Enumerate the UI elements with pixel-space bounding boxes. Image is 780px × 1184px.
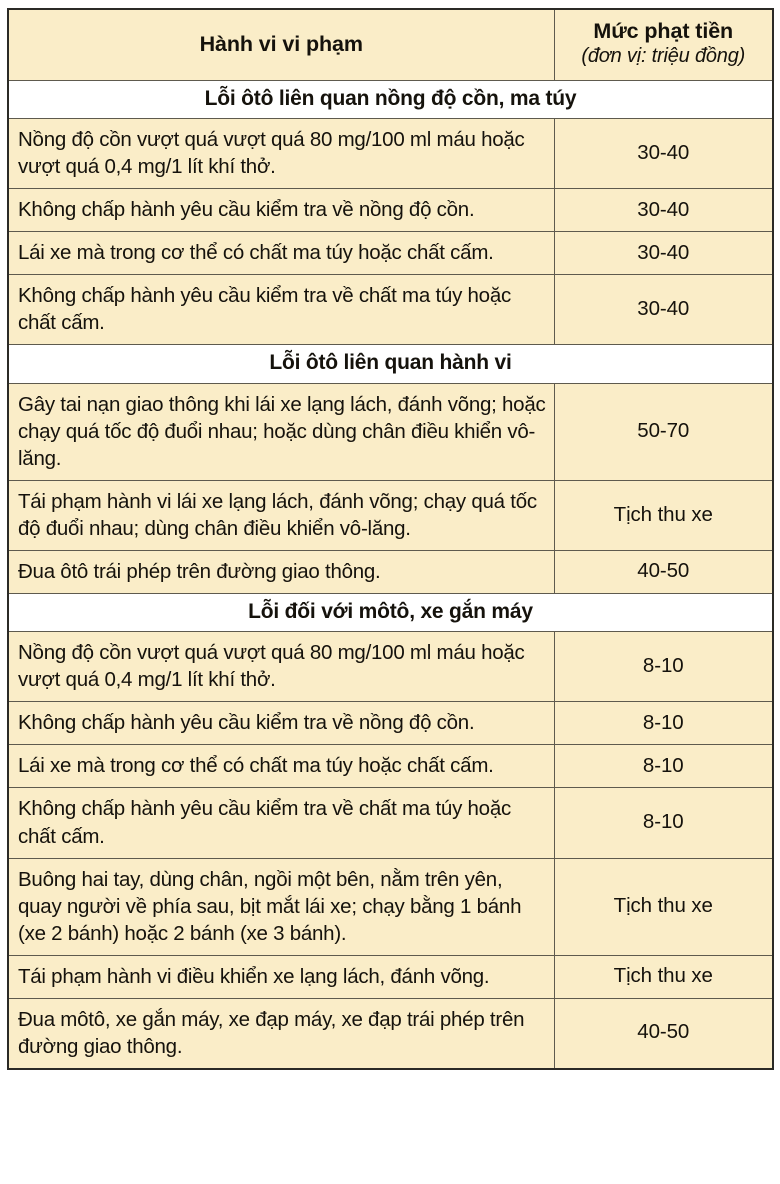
violation-description: Nồng độ cồn vượt quá vượt quá 80 mg/100 ml máu hoặc vượt quá 0,4 mg/1 lít khí thở. <box>8 119 554 189</box>
table-row <box>8 858 773 955</box>
table-row <box>8 189 773 232</box>
fine-amount: 8-10 <box>554 745 773 788</box>
table-row <box>8 119 773 189</box>
fine-amount: 30-40 <box>554 232 773 275</box>
violation-description: Lái xe mà trong cơ thể có chất ma túy hoặc chất cấm. <box>8 745 554 788</box>
fine-amount: 8-10 <box>554 788 773 858</box>
column-header-fine-main: Mức phạt tiền <box>593 19 734 43</box>
section-header-row <box>8 345 773 383</box>
violation-description: Tái phạm hành vi điều khiển xe lạng lách, đánh võng. <box>8 955 554 998</box>
fine-amount: 8-10 <box>554 702 773 745</box>
table-row <box>8 955 773 998</box>
section-title: Lỗi ôtô liên quan hành vi <box>8 345 773 383</box>
section-header-row <box>8 80 773 118</box>
penalty-table-body <box>8 9 773 1069</box>
table-row <box>8 788 773 858</box>
table-row <box>8 632 773 702</box>
fine-amount: 8-10 <box>554 632 773 702</box>
table-row <box>8 383 773 480</box>
violation-description: Buông hai tay, dùng chân, ngồi một bên, nằm trên yên, quay người về phía sau, bịt mắt lái xe; chạy bằng 1 bánh (xe 2 bánh) hoặc 2 bánh (xe 3 bánh). <box>8 858 554 955</box>
table-row <box>8 745 773 788</box>
column-header-behavior: Hành vi vi phạm <box>8 9 554 80</box>
violation-description: Không chấp hành yêu cầu kiểm tra về nồng độ cồn. <box>8 189 554 232</box>
section-title: Lỗi ôtô liên quan nồng độ cồn, ma túy <box>8 80 773 118</box>
violation-description: Đua ôtô trái phép trên đường giao thông. <box>8 550 554 593</box>
table-row <box>8 480 773 550</box>
column-header-fine <box>554 9 773 80</box>
violation-description: Tái phạm hành vi lái xe lạng lách, đánh võng; chạy quá tốc độ đuổi nhau; dùng chân điều khiển vô-lăng. <box>8 480 554 550</box>
violation-description: Đua môtô, xe gắn máy, xe đạp máy, xe đạp trái phép trên đường giao thông. <box>8 998 554 1069</box>
table-row <box>8 550 773 593</box>
violation-description: Lái xe mà trong cơ thể có chất ma túy hoặc chất cấm. <box>8 232 554 275</box>
violation-description: Không chấp hành yêu cầu kiểm tra về nồng độ cồn. <box>8 702 554 745</box>
fine-amount: Tịch thu xe <box>554 955 773 998</box>
table-row <box>8 998 773 1069</box>
table-row <box>8 275 773 345</box>
section-header-row <box>8 594 773 632</box>
fine-amount: 30-40 <box>554 119 773 189</box>
section-title: Lỗi đối với môtô, xe gắn máy <box>8 594 773 632</box>
fine-amount: 30-40 <box>554 275 773 345</box>
column-header-fine-unit: (đơn vị: triệu đồng) <box>581 45 746 68</box>
penalty-table <box>7 8 774 1070</box>
fine-amount: 50-70 <box>554 383 773 480</box>
violation-description: Nồng độ cồn vượt quá vượt quá 80 mg/100 ml máu hoặc vượt quá 0,4 mg/1 lít khí thở. <box>8 632 554 702</box>
table-row <box>8 232 773 275</box>
fine-amount: 40-50 <box>554 998 773 1069</box>
violation-description: Không chấp hành yêu cầu kiểm tra về chất ma túy hoặc chất cấm. <box>8 788 554 858</box>
fine-amount: 40-50 <box>554 550 773 593</box>
fine-amount: 30-40 <box>554 189 773 232</box>
table-row <box>8 702 773 745</box>
fine-amount: Tịch thu xe <box>554 858 773 955</box>
fine-amount: Tịch thu xe <box>554 480 773 550</box>
violation-description: Gây tai nạn giao thông khi lái xe lạng lách, đánh võng; hoặc chạy quá tốc độ đuổi nhau; hoặc dùng chân điều khiển vô-lăng. <box>8 383 554 480</box>
violation-description: Không chấp hành yêu cầu kiểm tra về chất ma túy hoặc chất cấm. <box>8 275 554 345</box>
table-header-row <box>8 9 773 80</box>
